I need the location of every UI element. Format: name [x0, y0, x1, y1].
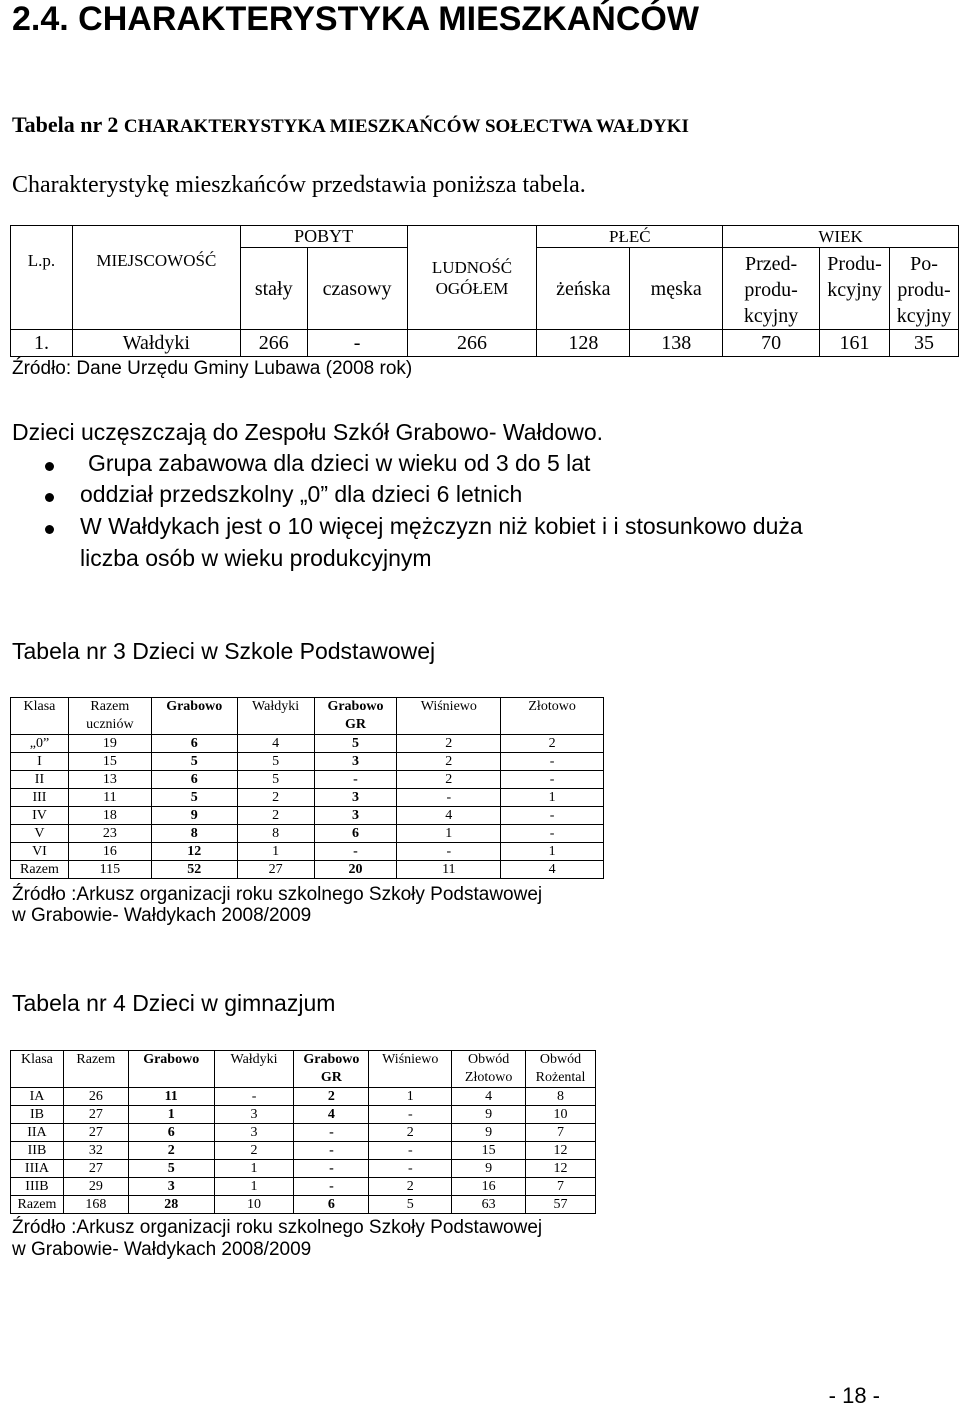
header-cell	[314, 698, 397, 735]
table-cell: -	[214, 1088, 294, 1106]
header-line: Klasa	[21, 1052, 53, 1067]
bullet-item: oddział przedszkolny „0” dla dzieci 6 letnich	[80, 481, 523, 507]
header-cell: żeńska	[537, 248, 630, 330]
schools-intro: Dzieci uczęszczają do Zespołu Szkół Grabowo- Wałdowo.	[12, 419, 604, 445]
header-line: uczniów	[86, 717, 134, 732]
table-cell: 1	[128, 1106, 214, 1124]
table-cell: 57	[526, 1196, 596, 1214]
table-row	[11, 771, 604, 789]
header-line: Razem	[76, 1052, 116, 1067]
header-cell	[294, 1051, 369, 1088]
table-cell: 12	[526, 1160, 596, 1178]
table-row	[11, 843, 604, 861]
table-cell: 3	[314, 753, 397, 771]
header-line: Grabowo	[327, 699, 384, 714]
table3-source-line2: w Grabowie- Wałdykach 2008/2009	[12, 905, 312, 926]
table-cell: 2	[369, 1124, 452, 1142]
bullet-item-continuation: liczba osób w wieku produkcyjnym	[80, 545, 432, 571]
table-cell: 26	[63, 1088, 128, 1106]
table-cell: 1	[214, 1160, 294, 1178]
table-cell: 7	[526, 1124, 596, 1142]
table-cell: IV	[11, 807, 69, 825]
table-cell: III	[11, 789, 69, 807]
header-cell	[369, 1051, 452, 1088]
table-cell: -	[501, 807, 604, 825]
table-cell: 6	[314, 825, 397, 843]
header-line: produ-	[744, 279, 798, 301]
table-cell: 1	[501, 789, 604, 807]
table-cell: 1	[501, 843, 604, 861]
table-cell: -	[369, 1142, 452, 1160]
table4-caption: Tabela nr 4 Dzieci w gimnazjum	[12, 990, 336, 1016]
table-cell: IIIB	[11, 1178, 64, 1196]
table-row	[11, 1160, 596, 1178]
table-cell: 1	[214, 1178, 294, 1196]
table-cell: 5	[237, 753, 314, 771]
table-cell: 27	[63, 1106, 128, 1124]
table-cell: V	[11, 825, 69, 843]
table-cell: 70	[723, 330, 820, 357]
table-cell: -	[294, 1142, 369, 1160]
table-cell: 9	[452, 1124, 526, 1142]
table-cell: 27	[237, 861, 314, 879]
header-cell	[501, 698, 604, 735]
bullet-item: W Wałdykach jest o 10 więcej mężczyzn niż kobiet i i stosunkowo duża	[80, 513, 803, 539]
bullet-icon	[45, 525, 54, 534]
table-header-row	[11, 226, 959, 248]
header-cell	[820, 248, 890, 330]
table-cell: 52	[151, 861, 237, 879]
header-line: Przed-	[744, 253, 798, 275]
table-cell: 2	[397, 771, 501, 789]
bullet-item: Grupa zabawowa dla dzieci w wieku od 3 do 5 lat	[88, 450, 591, 476]
table-cell: IIA	[11, 1124, 64, 1142]
header-cell	[11, 698, 69, 735]
table-cell: 5	[128, 1160, 214, 1178]
table-cell: 4	[397, 807, 501, 825]
table-row	[11, 735, 604, 753]
table-header-row	[11, 1051, 596, 1088]
header-cell	[397, 698, 501, 735]
table-cell: 28	[128, 1196, 214, 1214]
table-row	[11, 789, 604, 807]
table-cell: 5	[237, 771, 314, 789]
header-cell	[128, 1051, 214, 1088]
header-line: Produ-	[827, 253, 882, 275]
table-cell: 3	[314, 807, 397, 825]
table-cell: 27	[63, 1160, 128, 1178]
header-cell: L.p.	[11, 226, 73, 330]
header-cell	[68, 698, 151, 735]
header-line: Grabowo	[143, 1052, 200, 1067]
header-line: Złotowo	[464, 1070, 513, 1085]
header-line: Grabowo	[303, 1052, 360, 1067]
table-header-row	[11, 698, 604, 735]
table-cell: -	[314, 771, 397, 789]
header-line: GR	[320, 1070, 342, 1085]
table-cell: 2	[397, 753, 501, 771]
header-line: kcyjny	[827, 279, 882, 301]
table-cell: 12	[526, 1142, 596, 1160]
table-cell: 8	[526, 1088, 596, 1106]
table-cell: 6	[294, 1196, 369, 1214]
table-cell: 3	[128, 1178, 214, 1196]
table-cell: 2	[501, 735, 604, 753]
table-cell: 3	[314, 789, 397, 807]
gymnasium-table	[10, 1050, 596, 1214]
table-cell: 8	[237, 825, 314, 843]
table-cell: 29	[63, 1178, 128, 1196]
table-cell: 20	[314, 861, 397, 879]
table-cell: IIB	[11, 1142, 64, 1160]
table-cell: -	[294, 1124, 369, 1142]
table-cell: 11	[128, 1088, 214, 1106]
table-cell: 1	[237, 843, 314, 861]
header-line: Klasa	[23, 699, 56, 714]
table-row	[11, 807, 604, 825]
table-cell: 27	[63, 1124, 128, 1142]
table-cell: -	[307, 330, 407, 357]
table-cell: 6	[151, 771, 237, 789]
header-cell	[723, 248, 820, 330]
page-number: - 18 -	[828, 1383, 880, 1408]
table-cell: -	[294, 1178, 369, 1196]
bullet-icon	[45, 462, 54, 471]
header-cell	[214, 1051, 294, 1088]
table-cell: I	[11, 753, 69, 771]
table-cell: 5	[369, 1196, 452, 1214]
table2-source: Źródło: Dane Urzędu Gminy Lubawa (2008 rok)	[12, 358, 413, 379]
table-cell: 16	[68, 843, 151, 861]
table3-caption: Tabela nr 3 Dzieci w Szkole Podstawowej	[12, 638, 436, 664]
table-cell: 2	[294, 1088, 369, 1106]
table-cell: 115	[68, 861, 151, 879]
table-cell: IA	[11, 1088, 64, 1106]
header-cell	[889, 248, 958, 330]
table-cell: 5	[151, 753, 237, 771]
table-cell: 128	[537, 330, 630, 357]
table-cell: 266	[407, 330, 537, 357]
table2-caption	[12, 112, 689, 138]
table-cell: 10	[526, 1106, 596, 1124]
header-line: kcyjny	[743, 305, 799, 327]
table-cell: 10	[214, 1196, 294, 1214]
table-cell: 12	[151, 843, 237, 861]
table-cell: 7	[526, 1178, 596, 1196]
primary-school-table	[10, 697, 604, 879]
table-row	[11, 1178, 596, 1196]
table-cell: 9	[452, 1160, 526, 1178]
header-line: Rożental	[535, 1070, 586, 1085]
header-line: OGÓŁEM	[435, 278, 509, 298]
table-cell: Razem	[11, 861, 69, 879]
table-row	[11, 1196, 596, 1214]
table-row	[11, 1142, 596, 1160]
header-line: produ-	[897, 279, 951, 301]
table2-caption-prefix: Tabela nr 2	[12, 112, 119, 137]
table-cell: 138	[630, 330, 723, 357]
bullet-icon	[45, 493, 54, 502]
header-cell	[11, 1051, 64, 1088]
header-cell: PŁEĆ	[537, 226, 723, 248]
table-cell: 2	[369, 1178, 452, 1196]
table-cell: 15	[68, 753, 151, 771]
table-cell: 161	[820, 330, 890, 357]
header-line: Obwód	[468, 1052, 510, 1067]
table-cell: II	[11, 771, 69, 789]
table-cell: 2	[128, 1142, 214, 1160]
header-line: Grabowo	[166, 699, 223, 714]
table-cell: „0”	[11, 735, 69, 753]
table-cell: 11	[397, 861, 501, 879]
table-cell: -	[294, 1160, 369, 1178]
table-cell: -	[369, 1160, 452, 1178]
table-cell: -	[314, 843, 397, 861]
header-line: Obwód	[539, 1052, 582, 1067]
table-cell: 19	[68, 735, 151, 753]
table-cell: -	[397, 843, 501, 861]
header-line: Wiśniewo	[420, 699, 477, 714]
table-cell: 4	[452, 1088, 526, 1106]
table-cell: 18	[68, 807, 151, 825]
header-cell	[407, 226, 537, 330]
table-cell: 4	[237, 735, 314, 753]
table-cell: 16	[452, 1178, 526, 1196]
table-cell: 23	[68, 825, 151, 843]
header-cell: czasowy	[307, 248, 407, 330]
table-cell: -	[501, 753, 604, 771]
table-cell: 4	[501, 861, 604, 879]
header-cell: stały	[240, 248, 307, 330]
header-cell	[151, 698, 237, 735]
intro-text: Charakterystykę mieszkańców przedstawia poniższa tabela.	[12, 172, 586, 198]
section-title: 2.4. CHARAKTERYSTYKA MIESZKAŃCÓW	[12, 0, 699, 38]
table-row	[11, 861, 604, 879]
header-cell	[526, 1051, 596, 1088]
header-cell: męska	[630, 248, 723, 330]
table-cell: 2	[397, 735, 501, 753]
header-line: Wałdyki	[252, 699, 300, 714]
table-row	[11, 330, 959, 357]
table3-source-line1: Źródło :Arkusz organizacji roku szkolnego Szkoły Podstawowej	[12, 884, 543, 905]
table-row	[11, 1124, 596, 1142]
header-cell	[237, 698, 314, 735]
table-cell: VI	[11, 843, 69, 861]
header-cell	[452, 1051, 526, 1088]
table-cell: -	[369, 1106, 452, 1124]
header-line: Razem	[90, 699, 130, 714]
table4-source-line1: Źródło :Arkusz organizacji roku szkolnego Szkoły Podstawowej	[12, 1217, 543, 1238]
table-cell: Wałdyki	[72, 330, 240, 357]
table-cell: 1.	[11, 330, 73, 357]
header-line: LUDNOŚĆ	[431, 257, 513, 277]
residents-table	[10, 225, 959, 357]
table-cell: IB	[11, 1106, 64, 1124]
table-cell: 63	[452, 1196, 526, 1214]
table-cell: 266	[240, 330, 307, 357]
table-cell: 2	[237, 789, 314, 807]
table-cell: 1	[369, 1088, 452, 1106]
table-cell: 9	[452, 1106, 526, 1124]
header-cell: POBYT	[240, 226, 407, 248]
table-cell: 5	[314, 735, 397, 753]
table-row	[11, 1088, 596, 1106]
table-cell: 1	[397, 825, 501, 843]
table-cell: 15	[452, 1142, 526, 1160]
table-cell: 8	[151, 825, 237, 843]
header-line: Złotowo	[528, 699, 576, 714]
table-cell: Razem	[11, 1196, 64, 1214]
table-cell: 5	[151, 789, 237, 807]
table-row	[11, 825, 604, 843]
header-cell	[63, 1051, 128, 1088]
table-cell: 11	[68, 789, 151, 807]
table-cell: 6	[128, 1124, 214, 1142]
table-cell: 35	[889, 330, 958, 357]
table-cell: 13	[68, 771, 151, 789]
header-line: kcyjny	[896, 305, 952, 327]
header-cell: MIEJSCOWOŚĆ	[72, 226, 240, 330]
table-row	[11, 1106, 596, 1124]
table-cell: 32	[63, 1142, 128, 1160]
table4-source-line2: w Grabowie- Wałdykach 2008/2009	[12, 1239, 312, 1260]
table-cell: 168	[63, 1196, 128, 1214]
table-cell: 2	[237, 807, 314, 825]
table-cell: IIIA	[11, 1160, 64, 1178]
header-line: Wiśniewo	[382, 1052, 439, 1067]
header-line: Wałdyki	[230, 1052, 278, 1067]
table-cell: 9	[151, 807, 237, 825]
table-row	[11, 753, 604, 771]
table-cell: -	[501, 825, 604, 843]
table-cell: 4	[294, 1106, 369, 1124]
table-cell: 2	[214, 1142, 294, 1160]
table-cell: -	[501, 771, 604, 789]
table2-caption-title: CHARAKTERYSTYKA MIESZKAŃCÓW SOŁECTWA WAŁDYKI	[123, 116, 689, 137]
header-line: GR	[344, 717, 366, 732]
table-cell: 3	[214, 1124, 294, 1142]
header-cell: WIEK	[723, 226, 959, 248]
table-cell: 3	[214, 1106, 294, 1124]
table-cell: -	[397, 789, 501, 807]
table-cell: 6	[151, 735, 237, 753]
header-line: Po-	[910, 253, 938, 275]
